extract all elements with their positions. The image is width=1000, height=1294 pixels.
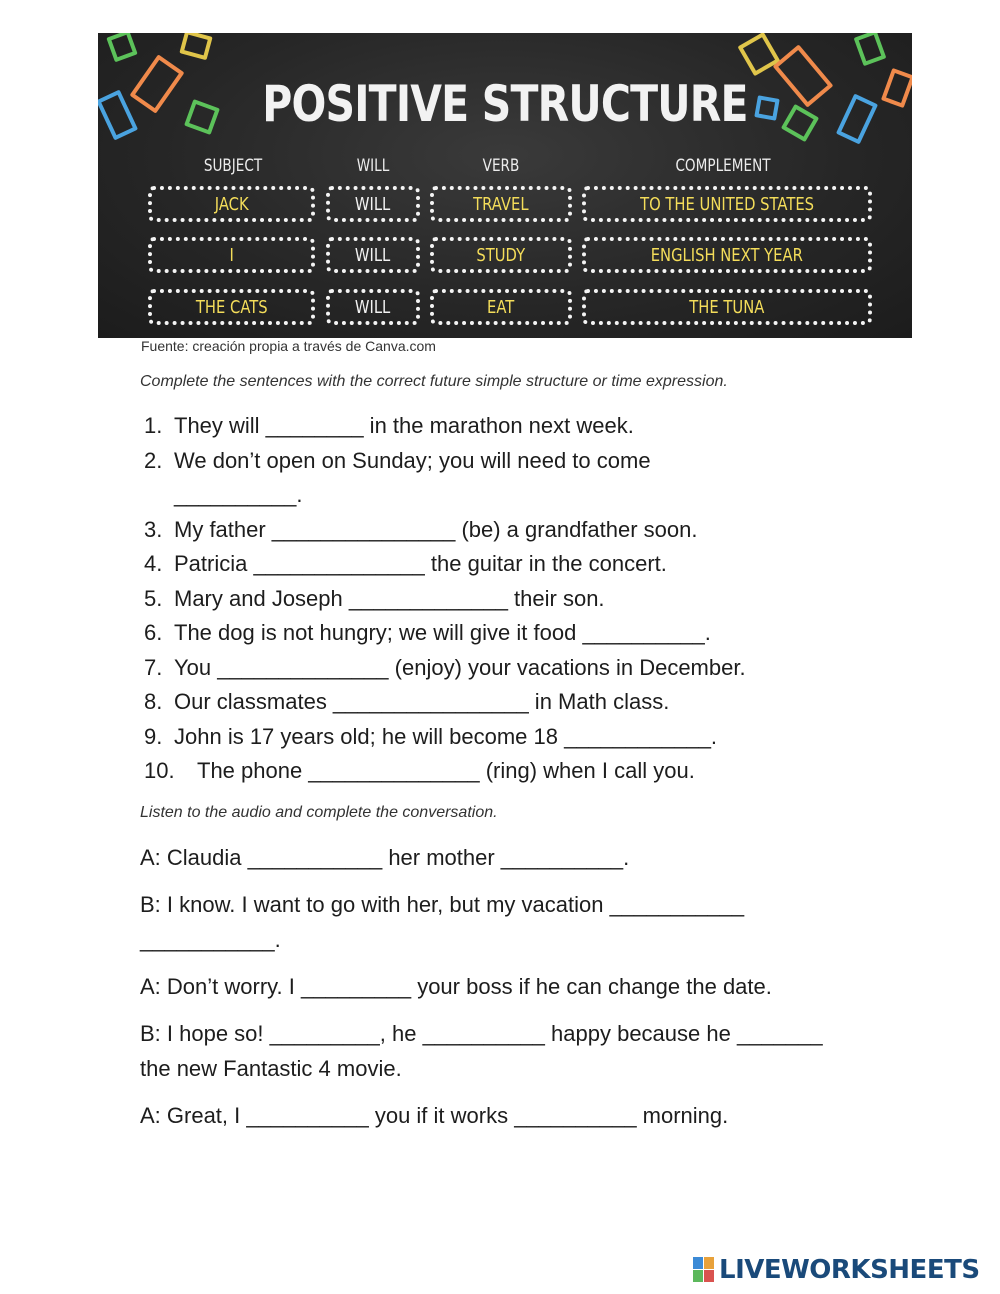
header-verb: VERB xyxy=(482,156,520,176)
conversation-line-3: A: Don’t worry. I _________ your boss if he can change the date. xyxy=(140,974,772,999)
cell-complement-2: ENGLISH NEXT YEAR xyxy=(582,237,872,273)
header-complement: COMPLEMENT xyxy=(675,156,771,176)
list-item-continuation: __________. xyxy=(174,482,303,507)
list-item: 7. You ______________ (enjoy) your vacations in December. xyxy=(144,654,746,680)
cell-will-1: WILL xyxy=(326,186,420,222)
cell-will-3: WILL xyxy=(326,289,420,325)
exercise1-list xyxy=(144,409,904,789)
list-item: 9. John is 17 years old; he will become 18 ____________. xyxy=(144,723,718,749)
cell-subject-2: I xyxy=(148,237,315,273)
liveworksheets-logo xyxy=(693,1255,980,1285)
exercise2-instruction: Listen to the audio and complete the conversation. xyxy=(140,804,498,821)
list-item: 1. They will ________ in the marathon next week. xyxy=(144,413,634,438)
list-item: 5. Mary and Joseph _____________ their son. xyxy=(144,585,605,611)
conversation-line-2: B: I know. I want to go with her, but my vacation ___________ ___________. xyxy=(140,892,745,952)
liveworksheets-logo-icon xyxy=(693,1257,715,1283)
liveworksheets-logo-text: LIVEWORKSHEETS xyxy=(719,1255,980,1285)
list-item: 4. Patricia ______________ the guitar in the concert. xyxy=(144,551,667,576)
conversation-line-1: A: Claudia ___________ her mother __________. xyxy=(140,845,630,870)
header-subject: SUBJECT xyxy=(203,156,263,176)
conversation-line-5: A: Great, I __________ you if it works __________ morning. xyxy=(140,1103,729,1128)
cell-will-2: WILL xyxy=(326,237,420,273)
banner-title: POSITIVE STRUCTURE xyxy=(262,75,748,133)
header-will: WILL xyxy=(356,156,390,176)
list-item: 6. The dog is not hungry; we will give it food __________. xyxy=(144,620,711,645)
list-item: 3. My father _______________ (be) a grandfather soon. xyxy=(144,516,698,542)
cell-verb-3: EAT xyxy=(430,289,572,325)
cell-complement-1: TO THE UNITED STATES xyxy=(582,186,872,222)
chalkboard-banner xyxy=(98,33,912,338)
cell-verb-2: STUDY xyxy=(430,237,572,273)
conversation-line-4: B: I hope so! _________, he __________ happy because he _______ the new Fantastic 4 movie. xyxy=(140,1021,823,1081)
cell-verb-1: TRAVEL xyxy=(430,186,572,222)
list-item: 2. We don’t open on Sunday; you will need to come xyxy=(144,447,651,473)
list-item: 8. Our classmates ________________ in Math class. xyxy=(144,689,670,714)
cell-complement-3: THE TUNA xyxy=(582,289,872,325)
cell-subject-1: JACK xyxy=(148,186,315,222)
list-item: 10. The phone ______________ (ring) when I call you. xyxy=(144,758,695,783)
cell-subject-3: THE CATS xyxy=(148,289,315,325)
exercise1-instruction: Complete the sentences with the correct future simple structure or time expression. xyxy=(140,373,728,390)
image-source-caption: Fuente: creación propia a través de Canva.com xyxy=(141,338,436,354)
